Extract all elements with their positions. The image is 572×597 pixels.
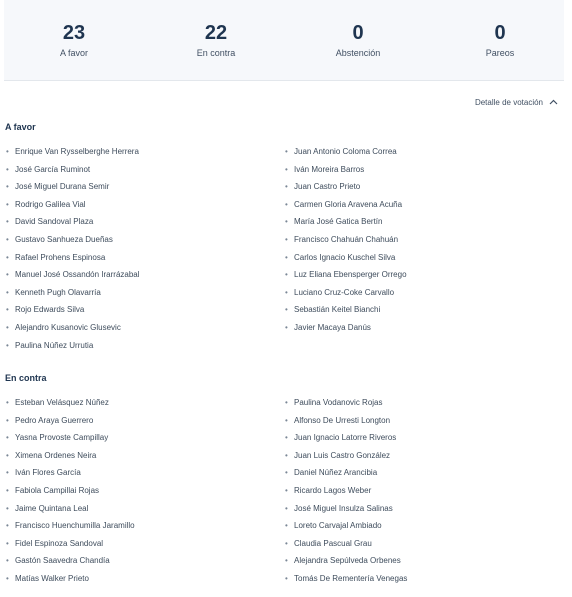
- favor-list-right: [284, 143, 407, 337]
- senator-name: Manuel José Ossandón Irarrázabal: [15, 270, 140, 280]
- senator-name: Rafael Prohens Espinosa: [15, 252, 106, 262]
- senator-list-item: [284, 464, 407, 482]
- contra-count: 22: [204, 22, 228, 44]
- senator-list-item: [5, 464, 135, 482]
- bullet-icon: •: [6, 573, 9, 583]
- bullet-icon: •: [6, 433, 9, 443]
- senator-list-item: [284, 213, 407, 231]
- senator-name: Javier Macaya Danús: [294, 322, 371, 332]
- senator-name: Carlos Ignacio Kuschel Silva: [294, 252, 396, 262]
- bullet-icon: •: [285, 164, 288, 174]
- pareos-count: 0: [494, 22, 506, 44]
- senator-list-item: [5, 284, 140, 302]
- bullet-icon: •: [285, 287, 288, 297]
- senator-name: Carmen Gloria Aravena Acuña: [294, 199, 403, 209]
- bullet-icon: •: [285, 305, 288, 315]
- senator-list-item: [284, 447, 407, 465]
- senator-list-item: [5, 482, 135, 500]
- senator-list-item: [5, 231, 140, 249]
- bullet-icon: •: [6, 556, 9, 566]
- senator-name: Loreto Carvajal Ambiado: [294, 521, 382, 531]
- bullet-icon: •: [6, 182, 9, 192]
- senator-list-item: [5, 429, 135, 447]
- senator-list-item: [5, 266, 140, 284]
- bullet-icon: •: [285, 450, 288, 460]
- stat-pareos: [440, 22, 560, 58]
- senator-list-item: [284, 301, 407, 319]
- senator-name: Juan Castro Prieto: [294, 182, 361, 192]
- bullet-icon: •: [6, 199, 9, 209]
- senator-name: Francisco Huenchumilla Jaramillo: [15, 521, 135, 531]
- senator-list-item: [5, 517, 135, 535]
- senator-name: Luciano Cruz-Coke Carvallo: [294, 287, 395, 297]
- senator-list-item: [284, 231, 407, 249]
- senator-name: Alfonso De Urresti Longton: [294, 415, 391, 425]
- bullet-icon: •: [285, 270, 288, 280]
- senator-list-item: [5, 301, 140, 319]
- abstencion-count: 0: [352, 22, 364, 44]
- bullet-icon: •: [6, 415, 9, 425]
- senator-name: Juan Ignacio Latorre Riveros: [294, 433, 397, 443]
- senator-list-item: [284, 412, 407, 430]
- senator-list-item: [284, 517, 407, 535]
- senator-list-item: [284, 284, 407, 302]
- senator-list-item: [284, 394, 407, 412]
- senator-name: Iván Flores García: [15, 468, 81, 478]
- senator-name: Rodrigo Galilea Vial: [15, 199, 86, 209]
- contra-list-right: [284, 394, 407, 588]
- senator-name: Pedro Araya Guerrero: [15, 415, 94, 425]
- pareos-label: Pareos: [485, 48, 515, 58]
- stat-a-favor: [14, 22, 134, 58]
- senator-list-item: [284, 143, 407, 161]
- senator-list-item: [284, 500, 407, 518]
- bullet-icon: •: [285, 503, 288, 513]
- senator-list-item: [284, 196, 407, 214]
- senator-list-item: [284, 482, 407, 500]
- senator-list-item: [5, 213, 140, 231]
- senator-name: Yasna Provoste Campillay: [15, 433, 109, 443]
- senator-list-item: [5, 249, 140, 267]
- bullet-icon: •: [285, 468, 288, 478]
- bullet-icon: •: [6, 521, 9, 531]
- senator-name: Paulina Vodanovic Rojas: [294, 398, 383, 407]
- bullet-icon: •: [285, 573, 288, 583]
- senator-list-item: [5, 447, 135, 465]
- senator-list-item: [5, 535, 135, 553]
- favor-label: A favor: [59, 48, 88, 58]
- senator-list-item: [284, 161, 407, 179]
- senator-name: Francisco Chahuán Chahuán: [294, 234, 399, 244]
- bullet-icon: •: [285, 538, 288, 548]
- senator-name: David Sandoval Plaza: [15, 217, 94, 227]
- senator-list-item: [5, 196, 140, 214]
- bullet-icon: •: [285, 234, 288, 244]
- senator-name: Paulina Núñez Urrutia: [15, 340, 94, 350]
- bullet-icon: •: [285, 147, 288, 156]
- detail-toggle-label: Detalle de votación: [474, 98, 543, 107]
- stat-abstencion: [298, 22, 418, 58]
- favor-count: 23: [62, 22, 86, 44]
- bullet-icon: •: [6, 485, 9, 495]
- senator-list-item: [5, 500, 135, 518]
- senator-list-item: [5, 161, 140, 179]
- senator-name: Alejandro Kusanovic Glusevic: [15, 322, 121, 332]
- senator-name: José Miguel Insulza Salinas: [294, 503, 393, 513]
- senator-name: María José Gatica Bertín: [294, 217, 383, 227]
- bullet-icon: •: [285, 433, 288, 443]
- senator-list-item: [284, 570, 407, 588]
- senator-list-item: [284, 535, 407, 553]
- senator-name: Alejandra Sepúlveda Orbenes: [294, 556, 401, 566]
- senator-name: Tomás De Rementería Venegas: [294, 573, 408, 583]
- senator-list-item: [5, 552, 135, 570]
- senator-list-item: [284, 249, 407, 267]
- senator-name: Gastón Saavedra Chandía: [15, 556, 110, 566]
- senator-list-item: [5, 412, 135, 430]
- bullet-icon: •: [6, 217, 9, 227]
- senator-list-item: [5, 337, 140, 355]
- senator-name: Luz Eliana Ebensperger Orrego: [294, 270, 407, 280]
- bullet-icon: •: [285, 485, 288, 495]
- bullet-icon: •: [285, 199, 288, 209]
- senator-name: Esteban Velásquez Núñez: [15, 398, 109, 407]
- bullet-icon: •: [285, 398, 288, 407]
- senator-list-item: [284, 266, 407, 284]
- abstencion-label: Abstención: [335, 48, 381, 58]
- bullet-icon: •: [285, 415, 288, 425]
- bullet-icon: •: [285, 217, 288, 227]
- bullet-icon: •: [6, 340, 9, 350]
- senator-name: Enrique Van Rysselberghe Herrera: [15, 147, 139, 156]
- bullet-icon: •: [6, 147, 9, 156]
- bullet-icon: •: [6, 468, 9, 478]
- senator-name: Kenneth Pugh Olavarría: [15, 287, 101, 297]
- senator-list-item: [5, 319, 140, 337]
- senator-list-item: [5, 570, 135, 588]
- senator-list-item: [5, 394, 135, 412]
- senator-list-item: [284, 552, 407, 570]
- chevron-up-icon: [549, 97, 558, 108]
- bullet-icon: •: [285, 556, 288, 566]
- bullet-icon: •: [6, 322, 9, 332]
- detail-toggle-button[interactable]: [475, 97, 558, 108]
- bullet-icon: •: [6, 287, 9, 297]
- section-title-en-contra: En contra: [5, 373, 47, 383]
- senator-name: Rojo Edwards Silva: [15, 305, 85, 315]
- bullet-icon: •: [6, 305, 9, 315]
- bullet-icon: •: [6, 270, 9, 280]
- senator-name: Juan Antonio Coloma Correa: [294, 147, 397, 156]
- bullet-icon: •: [285, 322, 288, 332]
- senator-name: Fidel Espinoza Sandoval: [15, 538, 104, 548]
- senator-name: Ximena Ordenes Neira: [15, 450, 97, 460]
- bullet-icon: •: [285, 182, 288, 192]
- bullet-icon: •: [6, 503, 9, 513]
- bullet-icon: •: [6, 164, 9, 174]
- senator-list-item: [5, 143, 140, 161]
- senator-name: Iván Moreira Barros: [294, 164, 365, 174]
- bullet-icon: •: [6, 234, 9, 244]
- bullet-icon: •: [285, 521, 288, 531]
- senator-name: Sebastián Keitel Bianchi: [294, 305, 381, 315]
- senator-name: José García Ruminot: [15, 164, 91, 174]
- senator-name: Daniel Núñez Arancibia: [294, 468, 378, 478]
- bullet-icon: •: [6, 398, 9, 407]
- senator-name: Fabiola Campillai Rojas: [15, 485, 100, 495]
- senator-list-item: [284, 319, 407, 337]
- bullet-icon: •: [6, 538, 9, 548]
- senator-list-item: [284, 429, 407, 447]
- senator-name: Juan Luis Castro González: [294, 450, 391, 460]
- section-title-a-favor: A favor: [5, 122, 36, 132]
- bullet-icon: •: [6, 450, 9, 460]
- bullet-icon: •: [285, 252, 288, 262]
- vote-summary-panel: [4, 0, 564, 81]
- bullet-icon: •: [6, 252, 9, 262]
- senator-name: Ricardo Lagos Weber: [294, 485, 372, 495]
- senator-list-item: [284, 178, 407, 196]
- senator-name: Jaime Quintana Leal: [15, 503, 89, 513]
- senator-name: Gustavo Sanhueza Dueñas: [15, 234, 113, 244]
- contra-label: En contra: [196, 48, 236, 58]
- senator-name: José Miguel Durana Semir: [15, 182, 110, 192]
- senator-name: Matías Walker Prieto: [15, 573, 89, 583]
- contra-list-left: [5, 394, 135, 588]
- stat-en-contra: [156, 22, 276, 58]
- favor-list-left: [5, 143, 140, 354]
- senator-name: Claudia Pascual Grau: [294, 538, 372, 548]
- senator-list-item: [5, 178, 140, 196]
